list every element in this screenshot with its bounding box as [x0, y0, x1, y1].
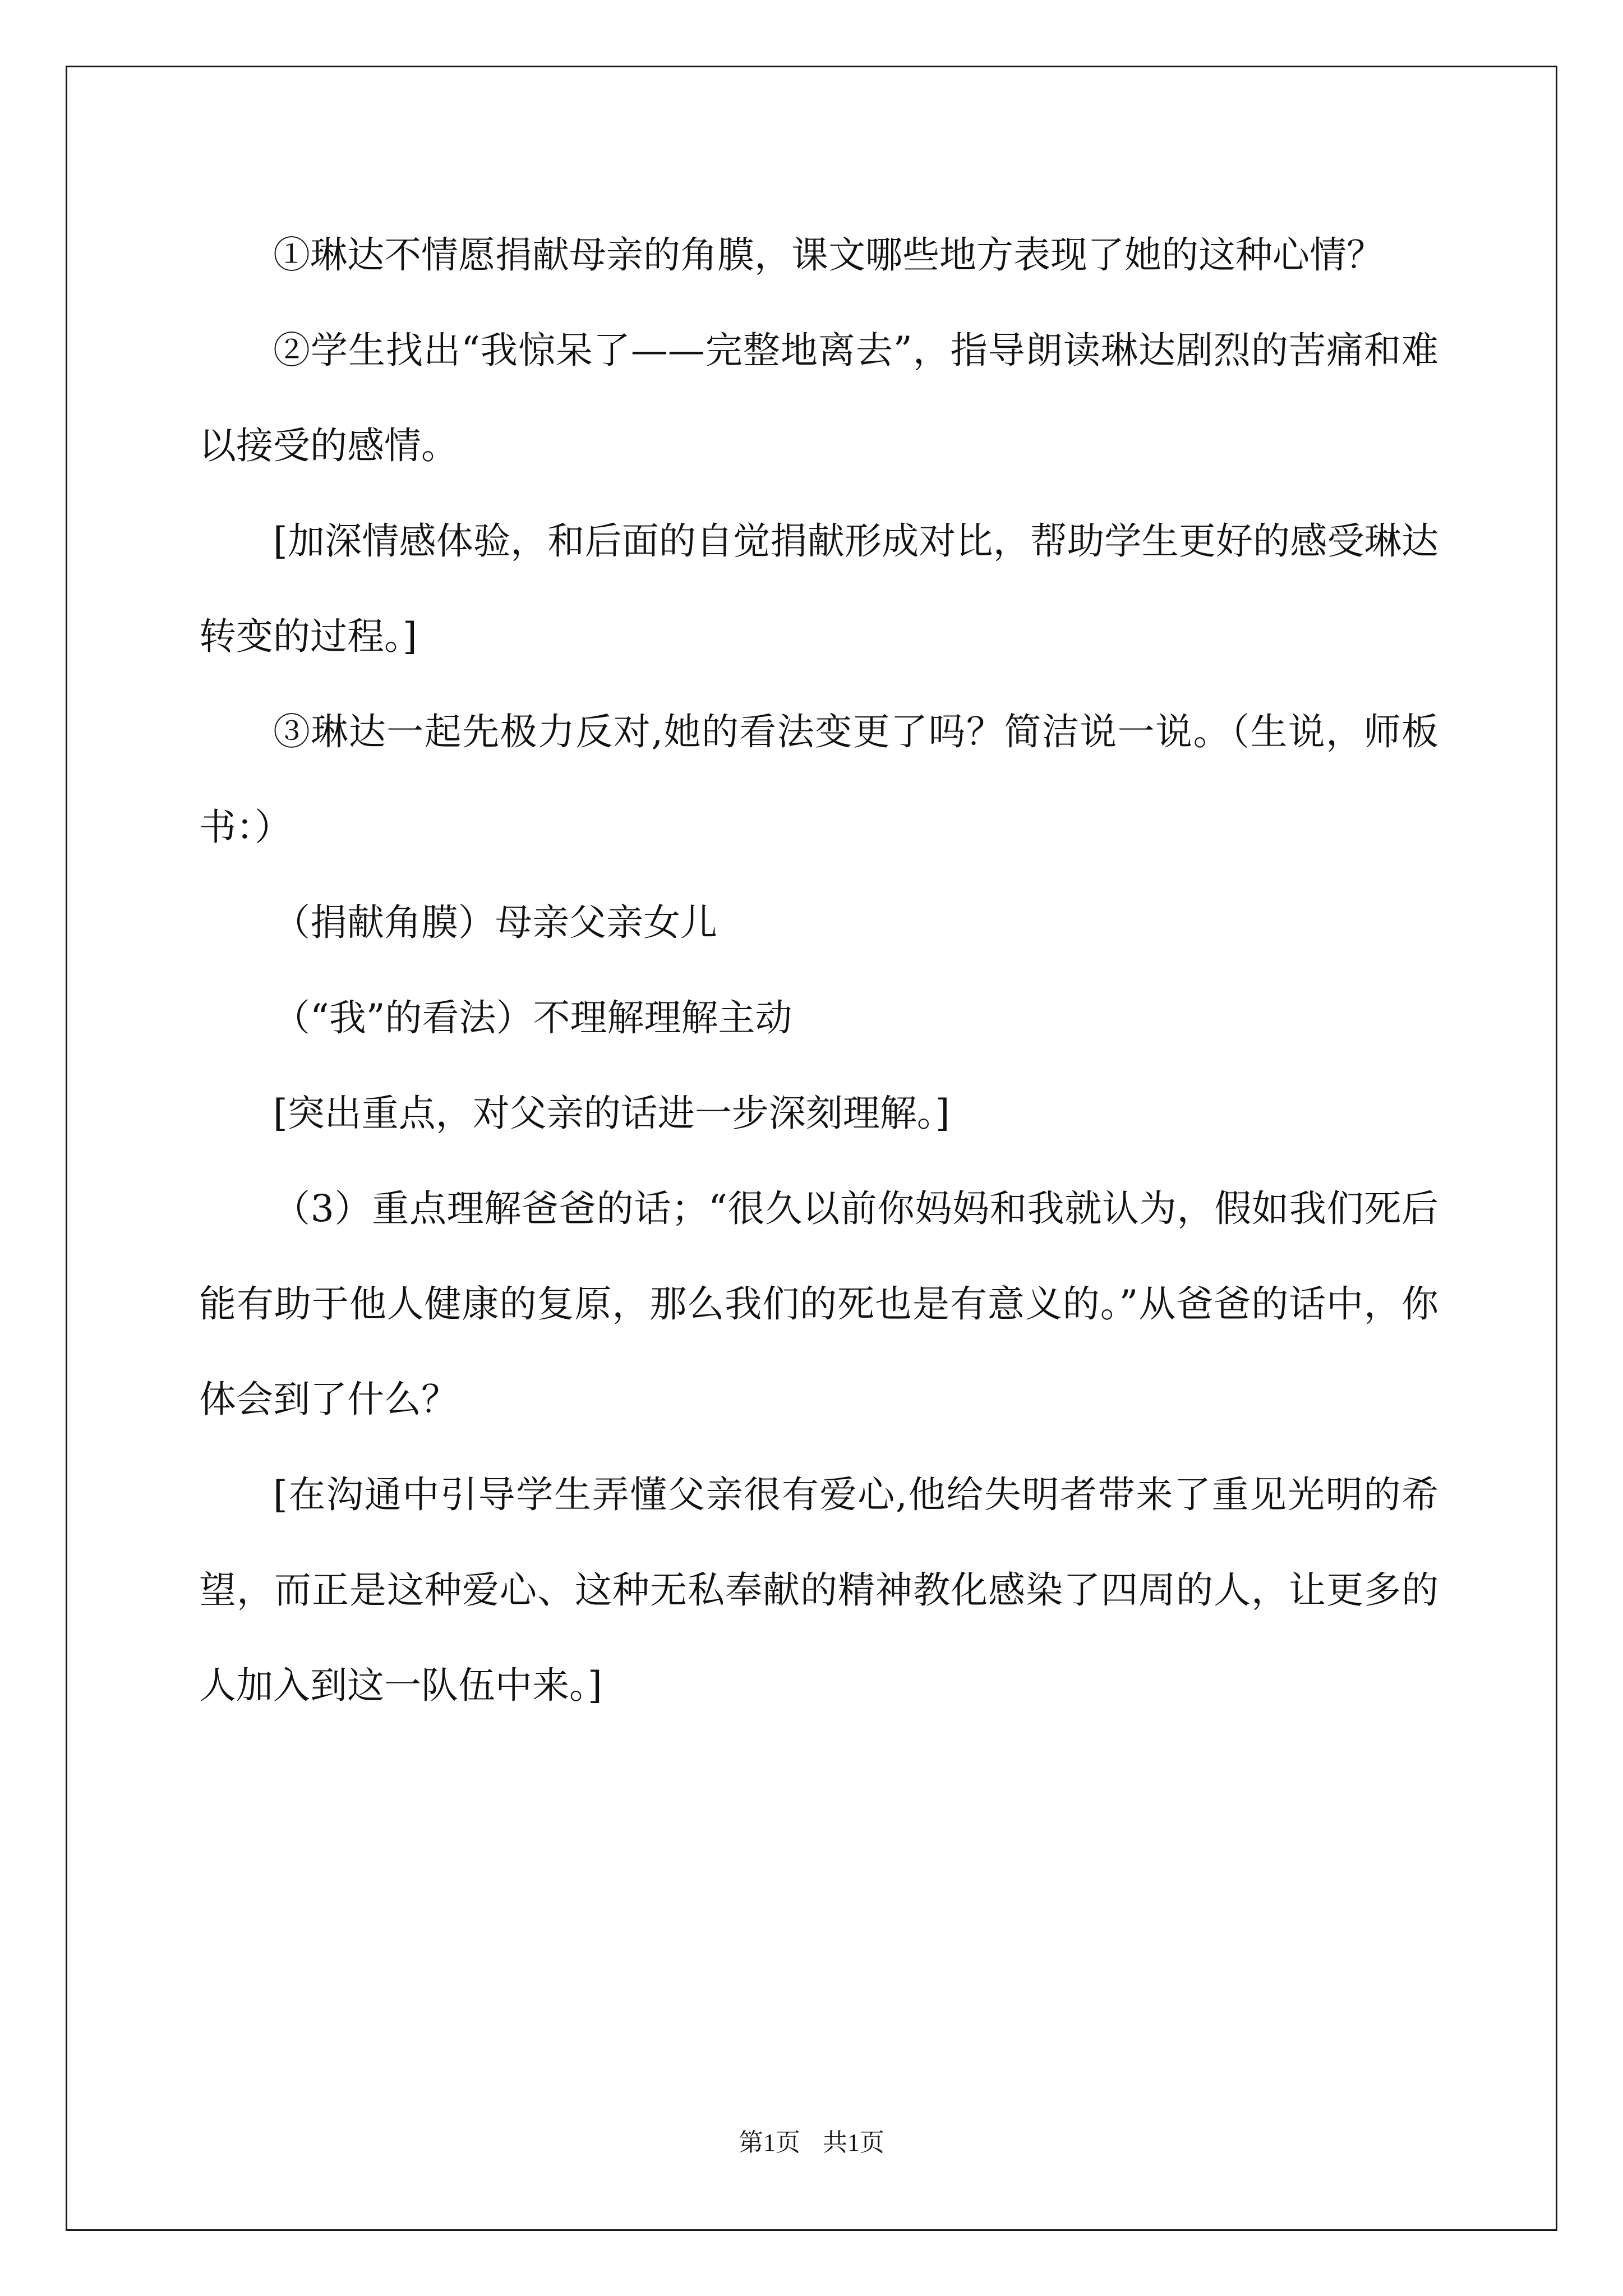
paragraph-5: （捐献角膜）母亲父亲女儿 [273, 901, 717, 944]
paragraph-6: （“我”的看法）不理解理解主动 [273, 996, 792, 1039]
paragraph-3: [加深情感体验，和后面的自觉捐献形成对比，帮助学生更好的感受琳达转变的过程。] [199, 519, 1438, 658]
paragraph-9: [在沟通中引导学生弄懂父亲很有爱心,他给失明者带来了重见光明的希望，而正是这种爱心、这种无私奉献的精神教化感染了四周的人，让更多的人加入到这一队伍中来。] [199, 1473, 1438, 1707]
page-footer [0, 2126, 1623, 2160]
page-total: 共1页 [823, 2129, 884, 2156]
paragraph-2: ②学生找出“我惊呆了——完整地离去”，指导朗读琳达剧烈的苦痛和难以接受的感情。 [199, 329, 1438, 467]
paragraph-8: （3）重点理解爸爸的话；“很久以前你妈妈和我就认为，假如我们死后能有助于他人健康的复原，那么我们的死也是有意义的。”从爸爸的话中，你体会到了什么？ [199, 1187, 1438, 1421]
paragraph-1: ①琳达不情愿捐献母亲的角膜，课文哪些地方表现了她的这种心情？ [273, 233, 1384, 277]
paragraph-7: [突出重点，对父亲的话进一步深刻理解。] [273, 1092, 950, 1135]
page-number: 第1页 [739, 2129, 800, 2156]
paragraph-4: ③琳达一起先极力反对,她的看法变更了吗？简洁说一说。（生说，师板书：） [199, 710, 1438, 849]
document-body [199, 208, 1438, 1733]
